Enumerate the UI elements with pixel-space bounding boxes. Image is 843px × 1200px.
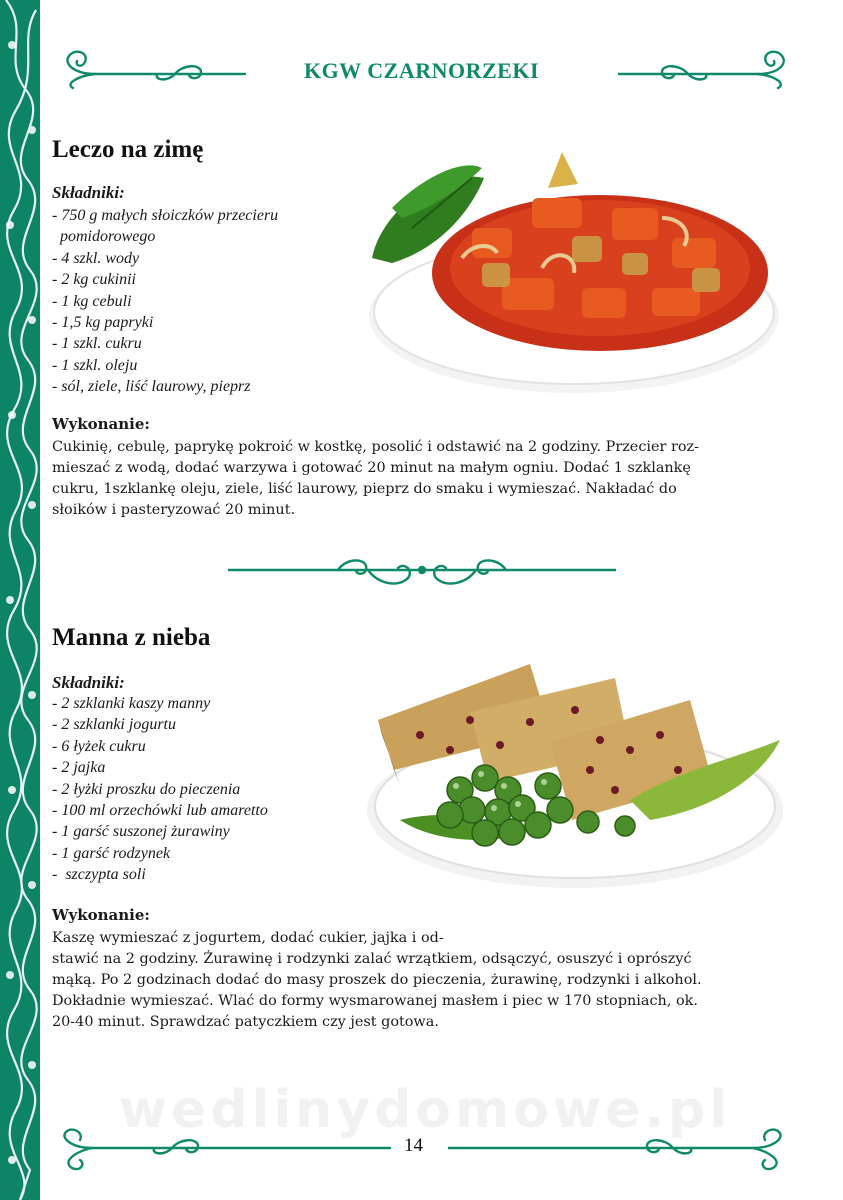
floral-border-decoration <box>0 0 44 1200</box>
ingredient-item: - 1 szkl. oleju <box>52 356 138 374</box>
ingredient-item: - 2 szklanki kaszy manny <box>52 695 211 712</box>
method-line: mąką. Po 2 godzinach dodać do masy proszek do pieczenia, żurawinę, rodzynki i alkohol. <box>52 972 702 988</box>
method-line: cukru, 1szklankę oleju, ziele, liść laurowy, pieprz do smaku i wymieszać. Nakładać do <box>52 481 677 497</box>
leczo-photo <box>362 148 782 398</box>
method-line: Cukinię, cebulę, paprykę pokroić w kostkę, posolić i odstawić na 2 godziny. Przecier roz- <box>52 439 699 455</box>
ingredient-item: - 100 ml orzechówki lub amaretto <box>52 802 268 820</box>
header-title: KGW CZARNORZEKI <box>303 58 540 83</box>
ingredient-item: - sól, ziele, liść laurowy, pieprz <box>52 378 251 396</box>
ingredient-item: - 6 łyżek cukru <box>52 737 146 755</box>
method-line: mieszać z wodą, dodać warzywa i gotować 20 minut na małym ogniu. Dodać 1 szklankę <box>52 460 691 476</box>
ingredients-list <box>52 205 278 398</box>
method-text <box>52 928 702 1033</box>
ingredient-item: - 2 łyżki proszku do pieczenia <box>52 780 241 798</box>
method-heading: Wykonanie: <box>52 415 150 433</box>
method-line: 20-40 minut. Sprawdzać patyczkiem czy jest gotowa. <box>52 1014 439 1030</box>
footer-ornament-left <box>52 1128 392 1172</box>
manna-photo <box>360 650 790 895</box>
recipe-title: Leczo na zimę <box>52 136 204 163</box>
ingredients-heading: Składniki: <box>52 673 125 692</box>
ingredient-item: - 1 kg cebuli <box>52 292 132 310</box>
divider-ornament <box>228 550 616 594</box>
ingredients-heading: Składniki: <box>52 183 125 202</box>
method-line: Kaszę wymieszać z jogurtem, dodać cukier, jajka i od- <box>52 930 444 946</box>
ingredient-item: - 2 jajka <box>52 759 106 777</box>
watermark: wedlinydomowe.pl <box>118 1080 732 1140</box>
method-line: słoików i pasteryzować 20 minut. <box>52 502 296 518</box>
ingredients-list <box>52 693 268 886</box>
ingredient-item: - 1 garść suszonej żurawiny <box>52 823 230 841</box>
header-ornament-right <box>618 46 793 90</box>
page-number: 14 <box>404 1135 423 1156</box>
ingredient-item: - 1 szkl. cukru <box>52 335 142 353</box>
footer-ornament-right <box>448 1128 793 1172</box>
ingredient-item: - 750 g małych słoiczków przecieru <box>52 207 279 224</box>
method-heading: Wykonanie: <box>52 906 150 924</box>
method-line: stawić na 2 godziny. Żurawinę i rodzynki zalać wrzątkiem, odsączyć, osuszyć i oprószyć <box>52 951 692 967</box>
method-line: Dokładnie wymieszać. Wlać do formy wysmarowanej masłem i piec w 170 stopniach, ok. <box>52 993 698 1009</box>
ingredient-item: - 2 szklanki jogurtu <box>52 716 176 734</box>
ingredient-item: - 2 kg cukinii <box>52 271 136 289</box>
ingredient-item: - 4 szkl. wody <box>52 249 140 267</box>
ingredient-item: - 1,5 kg papryki <box>52 314 154 332</box>
recipe-title: Manna z nieba <box>52 624 211 651</box>
method-text <box>52 437 699 521</box>
ingredient-item: - szczypta soli <box>52 866 146 884</box>
ingredient-item: - 1 garść rodzynek <box>52 844 171 862</box>
ingredient-item: pomidorowego <box>52 228 156 246</box>
